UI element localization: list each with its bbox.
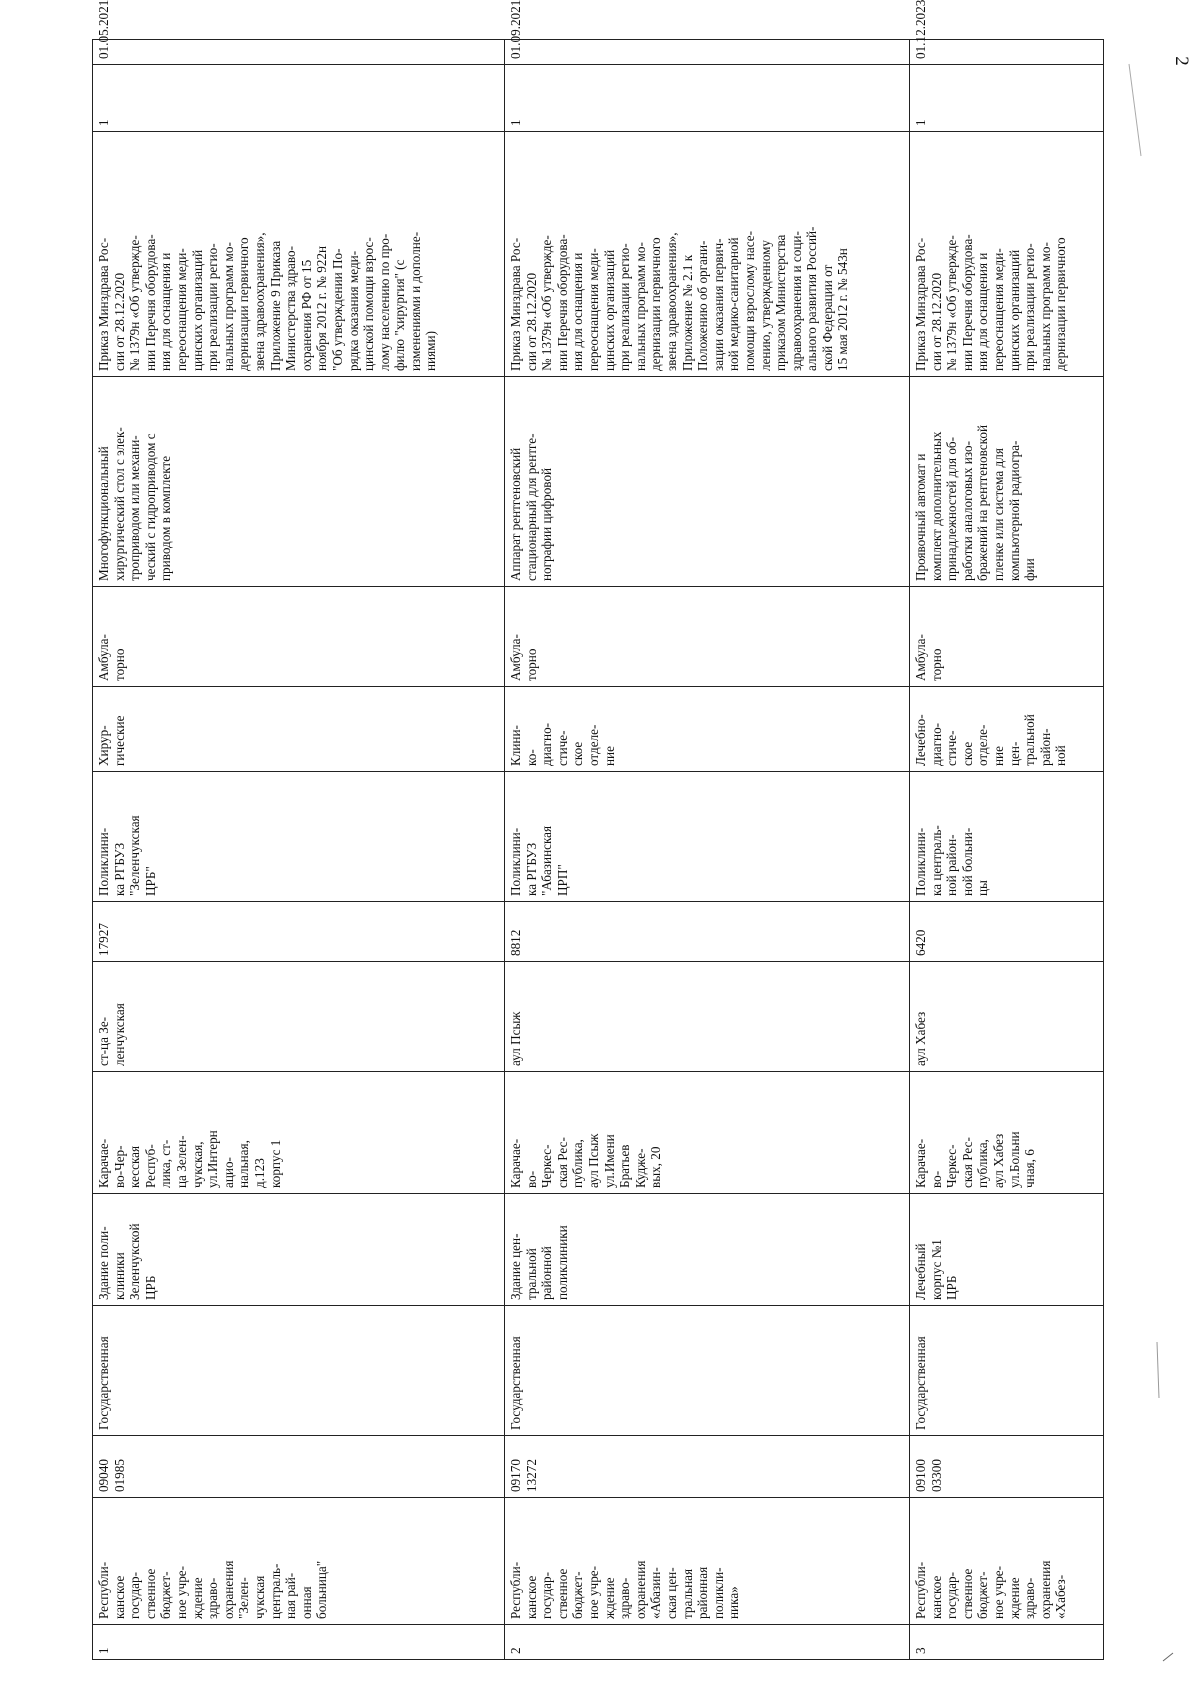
cell-quantity: 1 — [910, 65, 1104, 132]
cell-organization: Республи- канское государ- ственное бюджет- ное учре- ждение здраво- охранения "Зелен- чукская централь- ная рай- онная больница" — [93, 1498, 505, 1625]
cell-ownership: Государственная — [93, 1306, 505, 1436]
cell-legal-basis: Приказ Минздрава Рос- сии от 28.12.2020 № 1379н «Об утвержде- нии Перечня оборудова- ния для оснащения и переоснащения меди- цинских организаций при реализации регио- нальных программ мо- дернизации первичного звена здравоохранения», Приложение 9 Приказа Министерства здраво- охранения РФ от 15 ноября 2012 г. № 922н "Об утверждении По- рядка оказания меди- цинской помощи взрос- лому населению по про- филю "хирургия" (с изменениями и дополне- ниями) — [93, 132, 505, 377]
cell-department: Клини- ко- диагно- стиче- ское отделе- ние — [505, 687, 910, 772]
cell-equipment: Многофункциональный хирургический стол с элек- троприводом или механи- ческий с гидроприводом с приводом в комплекте — [93, 377, 505, 587]
cell-code: 09100 03300 — [910, 1436, 1104, 1498]
cell-ownership: Государственная — [910, 1306, 1104, 1436]
cell-care-type: Амбула- торно — [505, 587, 910, 687]
cell-locality: аул Псыж — [505, 962, 910, 1072]
margin-mark-bottom-right — [1160, 1650, 1176, 1664]
cell-population: 8812 — [505, 902, 910, 962]
cell-building: Здание поли- клиники Зеленчукской ЦРБ — [93, 1194, 505, 1306]
cell-department: Хирур- гические — [93, 687, 505, 772]
cell-locality: аул Хабез — [910, 962, 1104, 1072]
cell-address: Карачае- во- Черкес- ская Рес- публика, аул Хабез ул.Больни чная, 6 — [910, 1072, 1104, 1194]
margin-scribble-top — [1125, 60, 1145, 160]
page-number: 2 — [1170, 56, 1192, 66]
cell-index: 3 — [910, 1625, 1104, 1660]
equipment-table — [92, 0, 1104, 1660]
table-row — [910, 40, 1104, 1660]
cell-date: 01.12.2023 — [910, 40, 1104, 65]
cell-quantity: 1 — [505, 65, 910, 132]
cell-index: 1 — [93, 1625, 505, 1660]
cell-department: Лечебно- диагно- стиче- ское отделе- ние цен- тральной район- ной — [910, 687, 1104, 772]
cell-equipment: Проявочный автомат и комплект дополнительных принадлежностей для об- работки аналоговых изо- бражений на рентгеновской пленке или система для компьютерной радиогра- фии — [910, 377, 1104, 587]
cell-organization: Республи- канское государ- ственное бюджет- ное учре- ждение здраво- охранения «Хабез- — [910, 1498, 1104, 1625]
cell-facility: Поликлини- ка РГБУЗ "Зеленчукская ЦРБ" — [93, 772, 505, 902]
cell-date: 01.09.2021 — [505, 40, 910, 65]
cell-quantity: 1 — [93, 65, 505, 132]
table-row — [505, 40, 910, 1660]
margin-scribble-bottom — [1150, 1340, 1164, 1400]
cell-code: 09170 13272 — [505, 1436, 910, 1498]
cell-facility: Поликлини- ка РГБУЗ "Абазинская ЦРП" — [505, 772, 910, 902]
cell-care-type: Амбула- торно — [910, 587, 1104, 687]
cell-legal-basis: Приказ Минздрава Рос- сии от 28.12.2020 № 1379н «Об утвержде- нии Перечня оборудова- ния для оснащения и переоснащения меди- цинских организаций при реализации регио- нальных программ мо- дернизации первичного звена здравоохранения», Приложение № 2.1 к Положению об органи- зации оказания первич- ной медико-санитарной помощи взрослому насе- лению, утвержденному приказом Министерства здравоохранения и соци- ального развития Россий- ской Федерации от 15 мая 2012 г. № 543н — [505, 132, 910, 377]
cell-care-type: Амбула- торно — [93, 587, 505, 687]
cell-locality: ст-ца Зе- ленчукская — [93, 962, 505, 1072]
cell-legal-basis: Приказ Минздрава Рос- сии от 28.12.2020 № 1379н «Об утвержде- нии Перечня оборудова- ния для оснащения и переоснащения меди- цинских организаций при реализации регио- нальных программ мо- дернизации первичного — [910, 132, 1104, 377]
cell-equipment: Аппарат рентгеновский стационарный для рентге- нографии цифровой — [505, 377, 910, 587]
cell-building: Лечебный корпус №1 ЦРБ — [910, 1194, 1104, 1306]
cell-date: 01.05.2021 — [93, 40, 505, 65]
cell-ownership: Государственная — [505, 1306, 910, 1436]
cell-building: Здание цен- тральной районной поликлиники — [505, 1194, 910, 1306]
cell-address: Карачае- во-Чер- кесская Респуб- лика, ст- ца Зелен- чукская, ул.Интерн ацио- нальная, д.123 корпус 1 — [93, 1072, 505, 1194]
cell-facility: Поликлини- ка централь- ной район- ной больни- цы — [910, 772, 1104, 902]
cell-index: 2 — [505, 1625, 910, 1660]
table-row — [93, 40, 505, 1660]
cell-address: Карачае- во- Черкес- ская Рес- публика, аул Псыж ул.Имени Братьев Кудже- вых, 20 — [505, 1072, 910, 1194]
cell-population: 6420 — [910, 902, 1104, 962]
cell-code: 09040 01985 — [93, 1436, 505, 1498]
cell-population: 17927 — [93, 902, 505, 962]
cell-organization: Республи- канское государ- ственное бюджет- ное учре- ждение здраво- охранения «Абазин- ская цен- тральная районная поликли- ника» — [505, 1498, 910, 1625]
rotated-page-content — [92, 0, 1112, 1660]
